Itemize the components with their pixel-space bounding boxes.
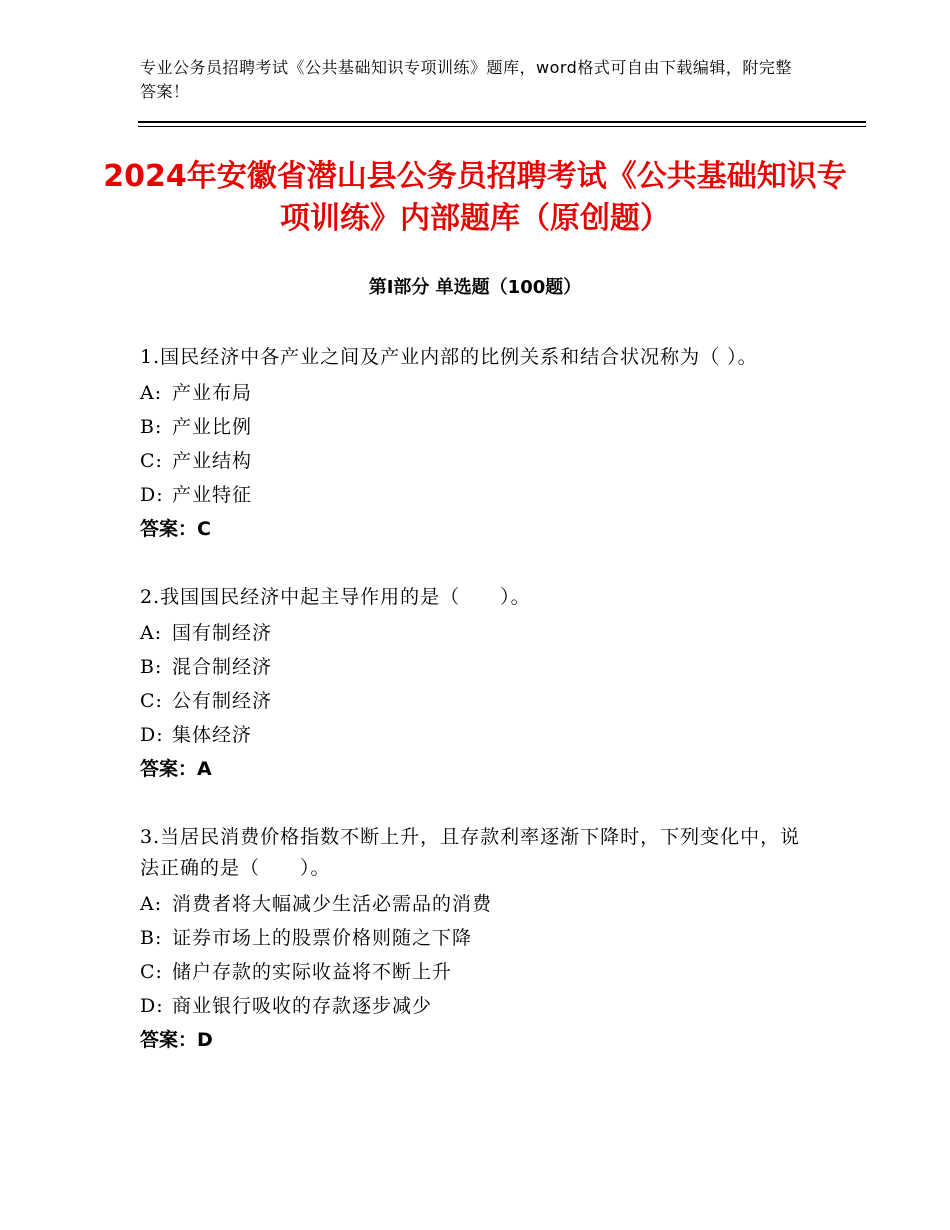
option-b: [140, 650, 805, 684]
document-title: 2024年安徽省潜山县公务员招聘考试《公共基础知识专项训练》内部题库（原创题）: [103, 159, 847, 236]
option-text: 国有制经济: [172, 622, 273, 644]
option-text: 储户存款的实际收益将不断上升: [172, 961, 453, 983]
option-letter: C:: [140, 961, 163, 983]
question-2: [140, 582, 805, 786]
question-stem: 1.国民经济中各产业之间及产业内部的比例关系和结合状况称为（ ）。: [140, 346, 758, 368]
question-list: [140, 342, 805, 1093]
option-letter: C:: [140, 690, 163, 712]
option-text: 证券市场上的股票价格则随之下降: [172, 927, 473, 949]
option-c: [140, 955, 805, 989]
answer: 答案：D: [140, 1029, 213, 1051]
option-text: 消费者将大幅减少生活必需品的消费: [172, 893, 493, 915]
option-letter: B:: [140, 416, 163, 438]
section-heading: 第Ⅰ部分 单选题（100题）: [368, 277, 582, 298]
option-text: 产业布局: [172, 382, 253, 404]
answer: 答案：C: [140, 518, 211, 540]
option-letter: D:: [140, 995, 164, 1017]
option-b: [140, 921, 805, 955]
option-letter: B:: [140, 656, 163, 678]
header-note: 专业公务员招聘考试《公共基础知识专项训练》题库，word格式可自由下载编辑，附完整答案！: [140, 58, 792, 101]
question-stem: 3.当居民消费价格指数不断上升，且存款利率逐渐下降时，下列变化中，说法正确的是（ ）。: [140, 826, 801, 879]
option-text: 产业比例: [172, 416, 253, 438]
option-b: [140, 410, 805, 444]
option-c: [140, 444, 805, 478]
option-letter: A:: [140, 893, 163, 915]
answer: 答案：A: [140, 758, 212, 780]
question-stem: 2.我国国民经济中起主导作用的是（ ）。: [140, 586, 531, 608]
option-a: [140, 376, 805, 410]
option-text: 产业特征: [172, 484, 253, 506]
question-1: [140, 342, 805, 546]
option-letter: A:: [140, 622, 163, 644]
option-d: [140, 989, 805, 1023]
option-text: 商业银行吸收的存款逐步减少: [172, 995, 433, 1017]
option-text: 集体经济: [172, 724, 253, 746]
header-divider-thick: [138, 121, 866, 123]
option-letter: A:: [140, 382, 163, 404]
option-d: [140, 478, 805, 512]
option-text: 产业结构: [172, 450, 253, 472]
option-a: [140, 887, 805, 921]
option-d: [140, 718, 805, 752]
option-letter: D:: [140, 724, 164, 746]
question-3: [140, 822, 805, 1057]
option-letter: C:: [140, 450, 163, 472]
option-letter: B:: [140, 927, 163, 949]
option-letter: D:: [140, 484, 164, 506]
option-c: [140, 684, 805, 718]
option-text: 公有制经济: [172, 690, 273, 712]
header-divider-thin: [138, 126, 866, 127]
option-a: [140, 616, 805, 650]
option-text: 混合制经济: [172, 656, 273, 678]
